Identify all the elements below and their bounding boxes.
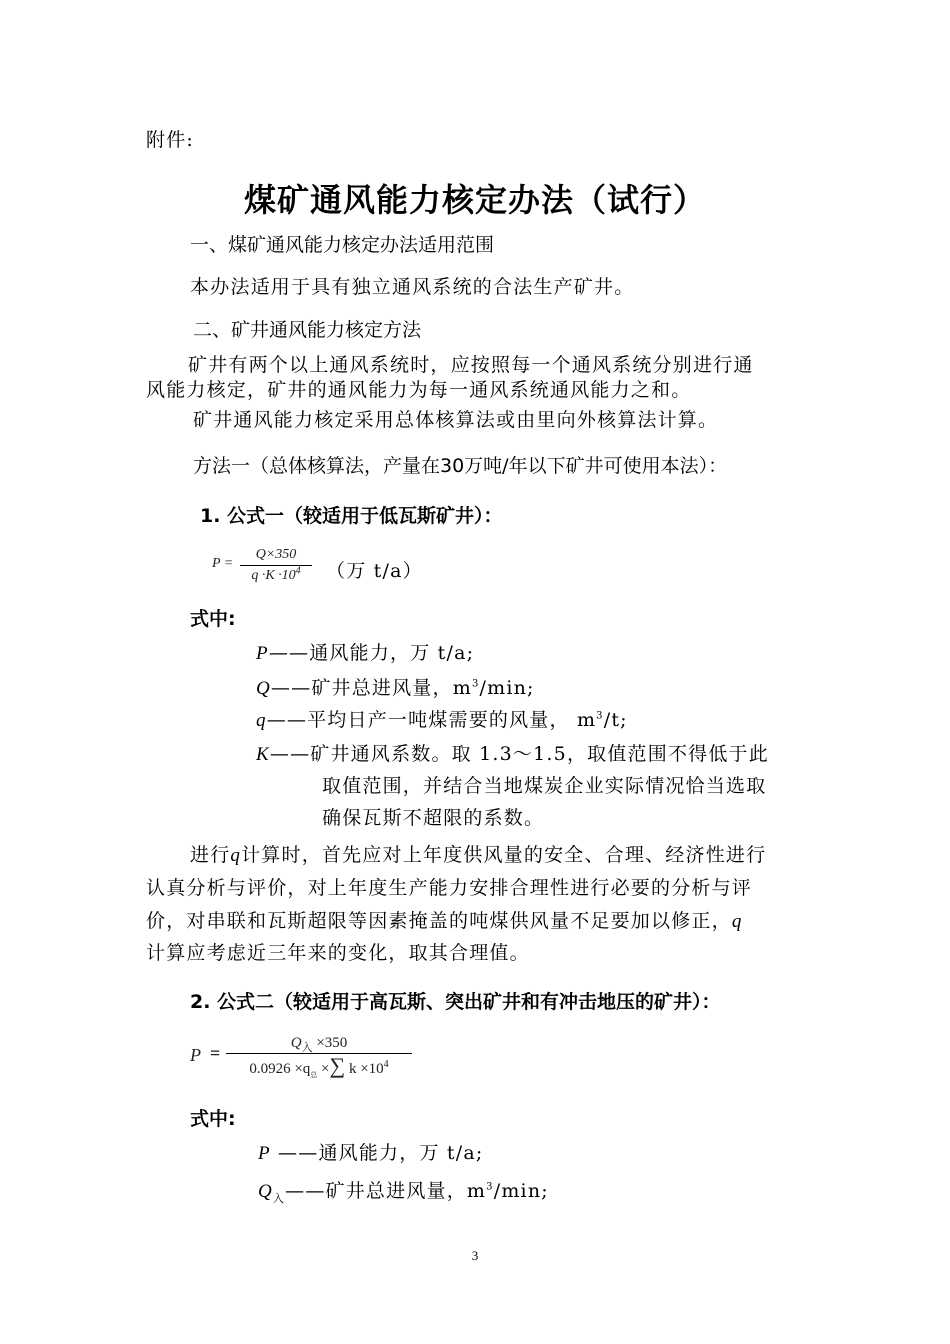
section2-heading: 二、矿井通风能力核定方法 (193, 319, 422, 341)
def-p (256, 638, 474, 665)
para3-line3-a: 价，对串联和瓦斯超限等因素掩盖的吨煤供风量不足要加以修正， (146, 910, 732, 932)
formula1-exponent: 4 (295, 565, 301, 577)
formula2-numerator (226, 1034, 412, 1052)
def-q-text: ——矿井总进风量，m (270, 677, 472, 699)
def2-q-tail: /min; (493, 1180, 549, 1202)
page-number: 3 (471, 1248, 479, 1263)
para3-line1-b: 计算时，首先应对上年度供风量的安全、合理、经济性进行 (241, 844, 767, 866)
def-k-symbol: K (256, 744, 270, 765)
formula2-den-b: × (317, 1061, 330, 1077)
formula1-heading: 1. 公式一（较适用于低瓦斯矿井）： (200, 505, 503, 527)
def2-p-symbol: P (258, 1143, 271, 1164)
def-k-line1: ——矿井通风系数。取 1.3～1.5，取值范围不得低于此 (269, 743, 769, 765)
formula2-lhs: P (190, 1045, 201, 1065)
formula2-fraction (226, 1034, 412, 1080)
def-qs (256, 705, 628, 732)
fraction-bar (226, 1053, 412, 1054)
def-k-line2: 取值范围，并结合当地煤炭企业实际情况恰当选取 (322, 775, 767, 797)
def-qs-tail: /t; (603, 709, 628, 731)
def-q-tail: /min; (479, 677, 535, 699)
formula2-num-tail: ×350 (312, 1035, 348, 1051)
section1-text: 本办法适用于具有独立通风系统的合法生产矿井。 (190, 276, 635, 298)
formula1-lhs: P = (212, 556, 234, 571)
section2-para2: 矿井通风能力核定采用总体核算法或由里向外核算法计算。 (193, 409, 719, 431)
def2-p (258, 1138, 483, 1165)
para3-line4: 计算应考虑近三年来的变化，取其合理值。 (146, 942, 530, 964)
formula2-num-sub: 入 (301, 1042, 313, 1054)
def-qs-text: ——平均日产一吨煤需要的风量， m (266, 709, 597, 731)
formula2-den-a: 0.0926 ×q (249, 1061, 311, 1077)
def-q-sup: 3 (471, 678, 480, 690)
def2-p-text: ——通风能力，万 t/a; (270, 1142, 484, 1164)
formula2-exponent: 4 (383, 1059, 389, 1070)
page-title: 煤矿通风能力核定办法（试行） (243, 181, 706, 219)
attachment-label: 附件: (146, 129, 195, 151)
formula1-den-text: q ·K ·10 (251, 568, 296, 583)
para3-line1 (190, 840, 766, 867)
formula2-den-sub: 总 (310, 1071, 318, 1079)
def2-q-sub: 入 (272, 1191, 286, 1205)
def-qs-symbol: q (256, 710, 267, 731)
para3-line3-symbol: q (731, 911, 743, 932)
formula1-fraction (240, 546, 312, 585)
section1-heading: 一、煤矿通风能力核定办法适用范围 (190, 234, 495, 256)
def-q (256, 673, 535, 700)
section2-para1-line1: 矿井有两个以上通风系统时，应按照每一个通风系统分别进行通 (188, 354, 754, 376)
formula1-unit: （万 t/a） (326, 560, 423, 582)
def-p-text: ——通风能力，万 t/a; (268, 642, 475, 664)
section2-para1-line2: 风能力核定，矿井的通风能力为每一通风系统通风能力之和。 (146, 379, 692, 401)
def2-q-symbol: Q (258, 1181, 273, 1202)
def-k (256, 739, 769, 766)
def-k-line3: 确保瓦斯不超限的系数。 (322, 807, 545, 829)
formula2-denominator (226, 1055, 412, 1080)
formula2-heading: 2. 公式二（较适用于高瓦斯、突出矿井和有冲击地压的矿井）： (190, 991, 721, 1013)
para3-line1-symbol: q (230, 845, 242, 866)
where2-label: 式中: (190, 1108, 236, 1130)
method1-heading: 方法一（总体核算法，产量在30万吨/年以下矿井可使用本法）： (193, 455, 728, 477)
para3-line2: 认真分析与评价，对上年度生产能力安排合理性进行必要的分析与评 (146, 877, 753, 899)
fraction-bar (240, 565, 312, 566)
def2-q-text: ——矿井总进风量，m (285, 1180, 487, 1202)
formula2-equals: = (210, 1043, 221, 1063)
def2-q (258, 1176, 549, 1203)
def-p-symbol: P (256, 643, 269, 664)
formula1-denominator (240, 567, 312, 585)
formula1-numerator: Q×350 (255, 547, 297, 562)
summation-symbol: ∑ (329, 1053, 346, 1078)
para3-line1-a: 进行 (190, 844, 231, 866)
where1-label: 式中: (190, 608, 236, 630)
formula2-num-q: Q (290, 1035, 302, 1051)
formula2-den-c: k ×10 (345, 1061, 384, 1077)
def2-q-sup: 3 (486, 1181, 494, 1193)
def-q-symbol: Q (256, 678, 271, 699)
para3-line3 (146, 906, 743, 933)
def-qs-sup: 3 (596, 710, 604, 722)
